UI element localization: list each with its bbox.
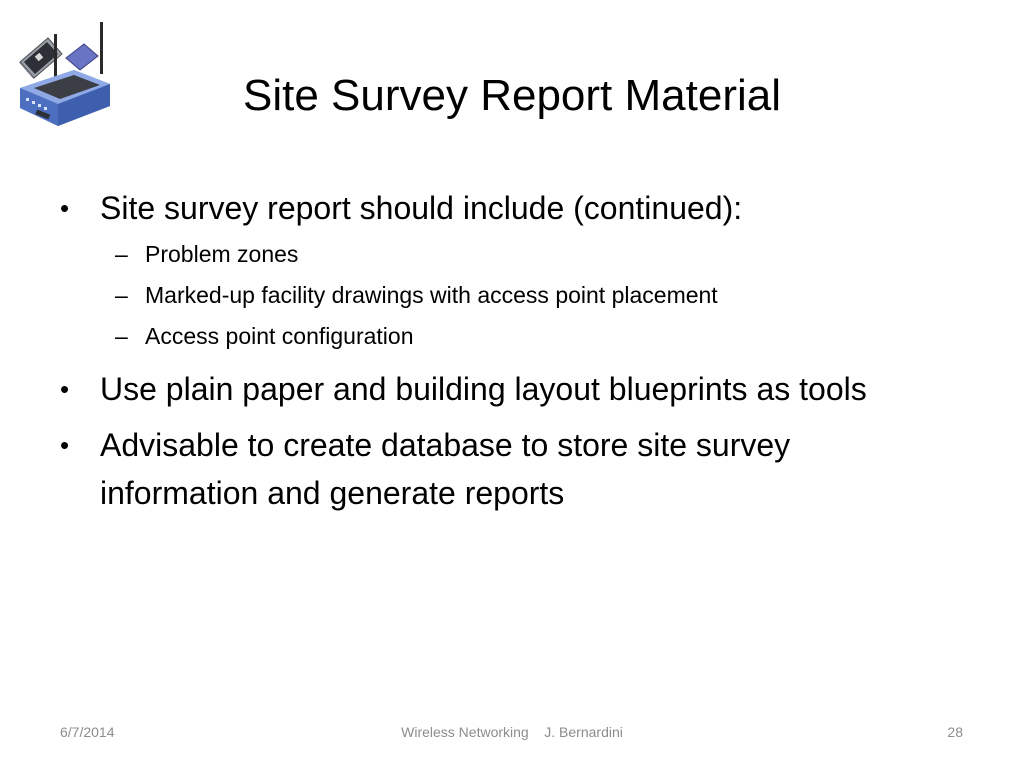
slide-title: Site Survey Report Material bbox=[243, 71, 781, 120]
bullet-item bbox=[60, 365, 940, 413]
sub-bullet-item bbox=[100, 275, 940, 316]
sub-bullet-marker: – bbox=[115, 282, 128, 308]
bullet-marker: • bbox=[60, 193, 70, 223]
bullet-item bbox=[60, 184, 940, 357]
page-number: 28 bbox=[947, 724, 963, 740]
bullet-list bbox=[60, 184, 940, 517]
bullet-text: Use plain paper and building layout blueprints as tools bbox=[100, 371, 867, 407]
footer-date: 6/7/2014 bbox=[60, 724, 115, 740]
bullet-marker: • bbox=[60, 374, 70, 404]
sub-bullet-text: Problem zones bbox=[145, 241, 299, 267]
sub-bullet-text: Access point configuration bbox=[145, 323, 414, 349]
slide-body bbox=[60, 184, 940, 525]
sub-bullet-marker: – bbox=[115, 241, 128, 267]
footer-title: Wireless Networking J. Bernardini bbox=[401, 724, 623, 740]
bullet-text: Site survey report should include (continued): bbox=[100, 190, 743, 226]
sub-bullet-item bbox=[100, 316, 940, 357]
bullet-text: Advisable to create database to store site survey information and generate reports bbox=[100, 427, 791, 511]
sub-bullet-marker: – bbox=[115, 323, 128, 349]
bullet-item bbox=[60, 421, 940, 517]
sub-bullet-list bbox=[100, 234, 940, 357]
bullet-marker: • bbox=[60, 430, 70, 460]
sub-bullet-item bbox=[100, 234, 940, 275]
sub-bullet-text: Marked-up facility drawings with access point placement bbox=[145, 282, 718, 308]
